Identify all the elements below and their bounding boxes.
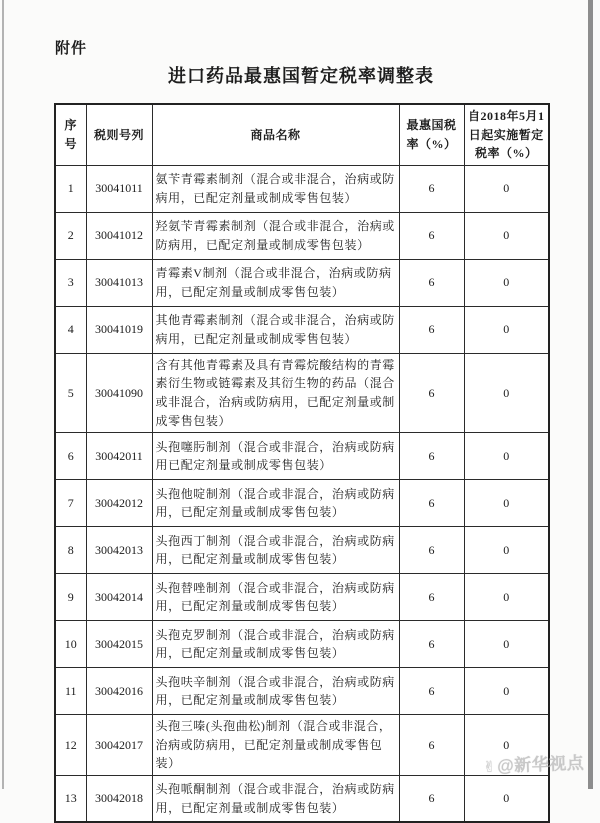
row-serial-number: 11 bbox=[55, 668, 86, 715]
row-provisional-rate: 0 bbox=[464, 574, 549, 621]
row-serial-number: 7 bbox=[55, 480, 86, 527]
row-provisional-rate: 0 bbox=[464, 715, 549, 776]
tariff-table bbox=[54, 103, 550, 823]
row-provisional-rate: 0 bbox=[464, 259, 549, 306]
row-serial-number: 13 bbox=[55, 775, 86, 822]
table-row bbox=[55, 259, 549, 306]
row-tariff-code: 30041013 bbox=[86, 259, 152, 306]
row-serial-number: 1 bbox=[55, 165, 86, 212]
table-row bbox=[55, 621, 549, 668]
row-provisional-rate: 0 bbox=[464, 621, 549, 668]
row-tariff-code: 30042014 bbox=[86, 574, 152, 621]
row-mfn-rate: 6 bbox=[399, 715, 464, 776]
row-tariff-code: 30042018 bbox=[86, 775, 152, 822]
row-product-name: 羟氨苄青霉素制剂（混合或非混合，治病或防病用，已配定剂量或制成零售包装） bbox=[152, 212, 399, 259]
row-serial-number: 12 bbox=[55, 715, 86, 776]
row-mfn-rate: 6 bbox=[399, 480, 464, 527]
row-mfn-rate: 6 bbox=[399, 212, 464, 259]
row-tariff-code: 30042015 bbox=[86, 621, 152, 668]
row-serial-number: 9 bbox=[55, 574, 86, 621]
header-product-name: 商品名称 bbox=[152, 104, 399, 165]
header-mfn-rate: 最惠国税率（%） bbox=[399, 104, 464, 165]
row-mfn-rate: 6 bbox=[399, 353, 464, 432]
row-product-name: 头孢三嗪(头孢曲松)制剂（混合或非混合，治病或防病用，已配定剂量或制成零售包装） bbox=[152, 715, 399, 776]
row-mfn-rate: 6 bbox=[399, 574, 464, 621]
row-tariff-code: 30042011 bbox=[86, 433, 152, 480]
row-mfn-rate: 6 bbox=[399, 306, 464, 353]
row-tariff-code: 30041019 bbox=[86, 306, 152, 353]
row-provisional-rate: 0 bbox=[464, 306, 549, 353]
row-provisional-rate: 0 bbox=[464, 165, 549, 212]
row-product-name: 头孢呋辛制剂（混合或非混合，治病或防病用，已配定剂量或制成零售包装） bbox=[152, 668, 399, 715]
table-row bbox=[55, 306, 549, 353]
row-product-name: 头孢克罗制剂（混合或非混合，治病或防病用，已配定剂量或制成零售包装） bbox=[152, 621, 399, 668]
header-provisional-rate: 自2018年5月1日起实施暂定税率（%） bbox=[464, 104, 549, 165]
row-mfn-rate: 6 bbox=[399, 527, 464, 574]
row-product-name: 头孢西丁制剂（混合或非混合，治病或防病用，已配定剂量或制成零售包装） bbox=[152, 527, 399, 574]
header-row bbox=[55, 104, 549, 165]
row-serial-number: 2 bbox=[55, 212, 86, 259]
row-provisional-rate: 0 bbox=[464, 212, 549, 259]
row-product-name: 其他青霉素制剂（混合或非混合，治病或防病用，已配定剂量或制成零售包装） bbox=[152, 306, 399, 353]
row-tariff-code: 30041090 bbox=[86, 353, 152, 432]
row-product-name: 头孢替唑制剂（混合或非混合，治病或防病用，已配定剂量或制成零售包装） bbox=[152, 574, 399, 621]
row-provisional-rate: 0 bbox=[464, 480, 549, 527]
row-product-name: 头孢噻肟制剂（混合或非混合，治病或防病用已配定剂量或制成零售包装） bbox=[152, 433, 399, 480]
row-tariff-code: 30042017 bbox=[86, 715, 152, 776]
row-tariff-code: 30041012 bbox=[86, 212, 152, 259]
row-mfn-rate: 6 bbox=[399, 259, 464, 306]
row-mfn-rate: 6 bbox=[399, 165, 464, 212]
row-provisional-rate: 0 bbox=[464, 775, 549, 822]
row-product-name: 含有其他青霉素及具有青霉烷酸结构的青霉素衍生物或链霉素及其衍生物的药品（混合或非混合，治病或防病用，已配定剂量或制成零售包装） bbox=[152, 353, 399, 432]
header-tariff-code: 税则号列 bbox=[86, 104, 152, 165]
row-mfn-rate: 6 bbox=[399, 621, 464, 668]
row-product-name: 青霉素V制剂（混合或非混合，治病或防病用，已配定剂量或制成零售包装） bbox=[152, 259, 399, 306]
row-provisional-rate: 0 bbox=[464, 433, 549, 480]
row-serial-number: 10 bbox=[55, 621, 86, 668]
row-tariff-code: 30042013 bbox=[86, 527, 152, 574]
table-row bbox=[55, 353, 549, 432]
row-serial-number: 8 bbox=[55, 527, 86, 574]
row-provisional-rate: 0 bbox=[464, 527, 549, 574]
watermark bbox=[483, 748, 600, 777]
watermark-text: @新华视点 bbox=[496, 753, 585, 776]
table-body bbox=[55, 165, 549, 822]
scan-edge-left bbox=[2, 0, 4, 789]
table-row bbox=[55, 480, 549, 527]
row-serial-number: 5 bbox=[55, 353, 86, 432]
row-serial-number: 3 bbox=[55, 259, 86, 306]
watermark-hand-icon: ✌ bbox=[482, 758, 497, 777]
table-row bbox=[55, 775, 549, 822]
row-serial-number: 4 bbox=[55, 306, 86, 353]
row-provisional-rate: 0 bbox=[464, 668, 549, 715]
row-tariff-code: 30042016 bbox=[86, 668, 152, 715]
table-row bbox=[55, 715, 549, 776]
header-serial-number: 序号 bbox=[55, 104, 86, 165]
row-tariff-code: 30042012 bbox=[86, 480, 152, 527]
attachment-label: 附件 bbox=[55, 40, 88, 57]
row-product-name: 氨苄青霉素制剂（混合或非混合，治病或防病用，已配定剂量或制成零售包装） bbox=[152, 165, 399, 212]
row-serial-number: 6 bbox=[55, 433, 86, 480]
table-row bbox=[55, 668, 549, 715]
row-product-name: 头孢他啶制剂（混合或非混合，治病或防病用，已配定剂量或制成零售包装） bbox=[152, 480, 399, 527]
table-row bbox=[55, 574, 549, 621]
row-mfn-rate: 6 bbox=[399, 433, 464, 480]
table-header bbox=[55, 104, 549, 165]
scan-edge-right bbox=[588, 0, 593, 789]
row-product-name: 头孢哌酮制剂（混合或非混合，治病或防病用，已配定剂量或制成零售包装） bbox=[152, 775, 399, 822]
row-mfn-rate: 6 bbox=[399, 775, 464, 822]
table-row bbox=[55, 212, 549, 259]
row-mfn-rate: 6 bbox=[399, 668, 464, 715]
table-row bbox=[55, 433, 549, 480]
page-title: 进口药品最惠国暂定税率调整表 bbox=[168, 66, 434, 86]
row-tariff-code: 30041011 bbox=[86, 165, 152, 212]
table-row bbox=[55, 165, 549, 212]
table-row bbox=[55, 527, 549, 574]
row-provisional-rate: 0 bbox=[464, 353, 549, 432]
